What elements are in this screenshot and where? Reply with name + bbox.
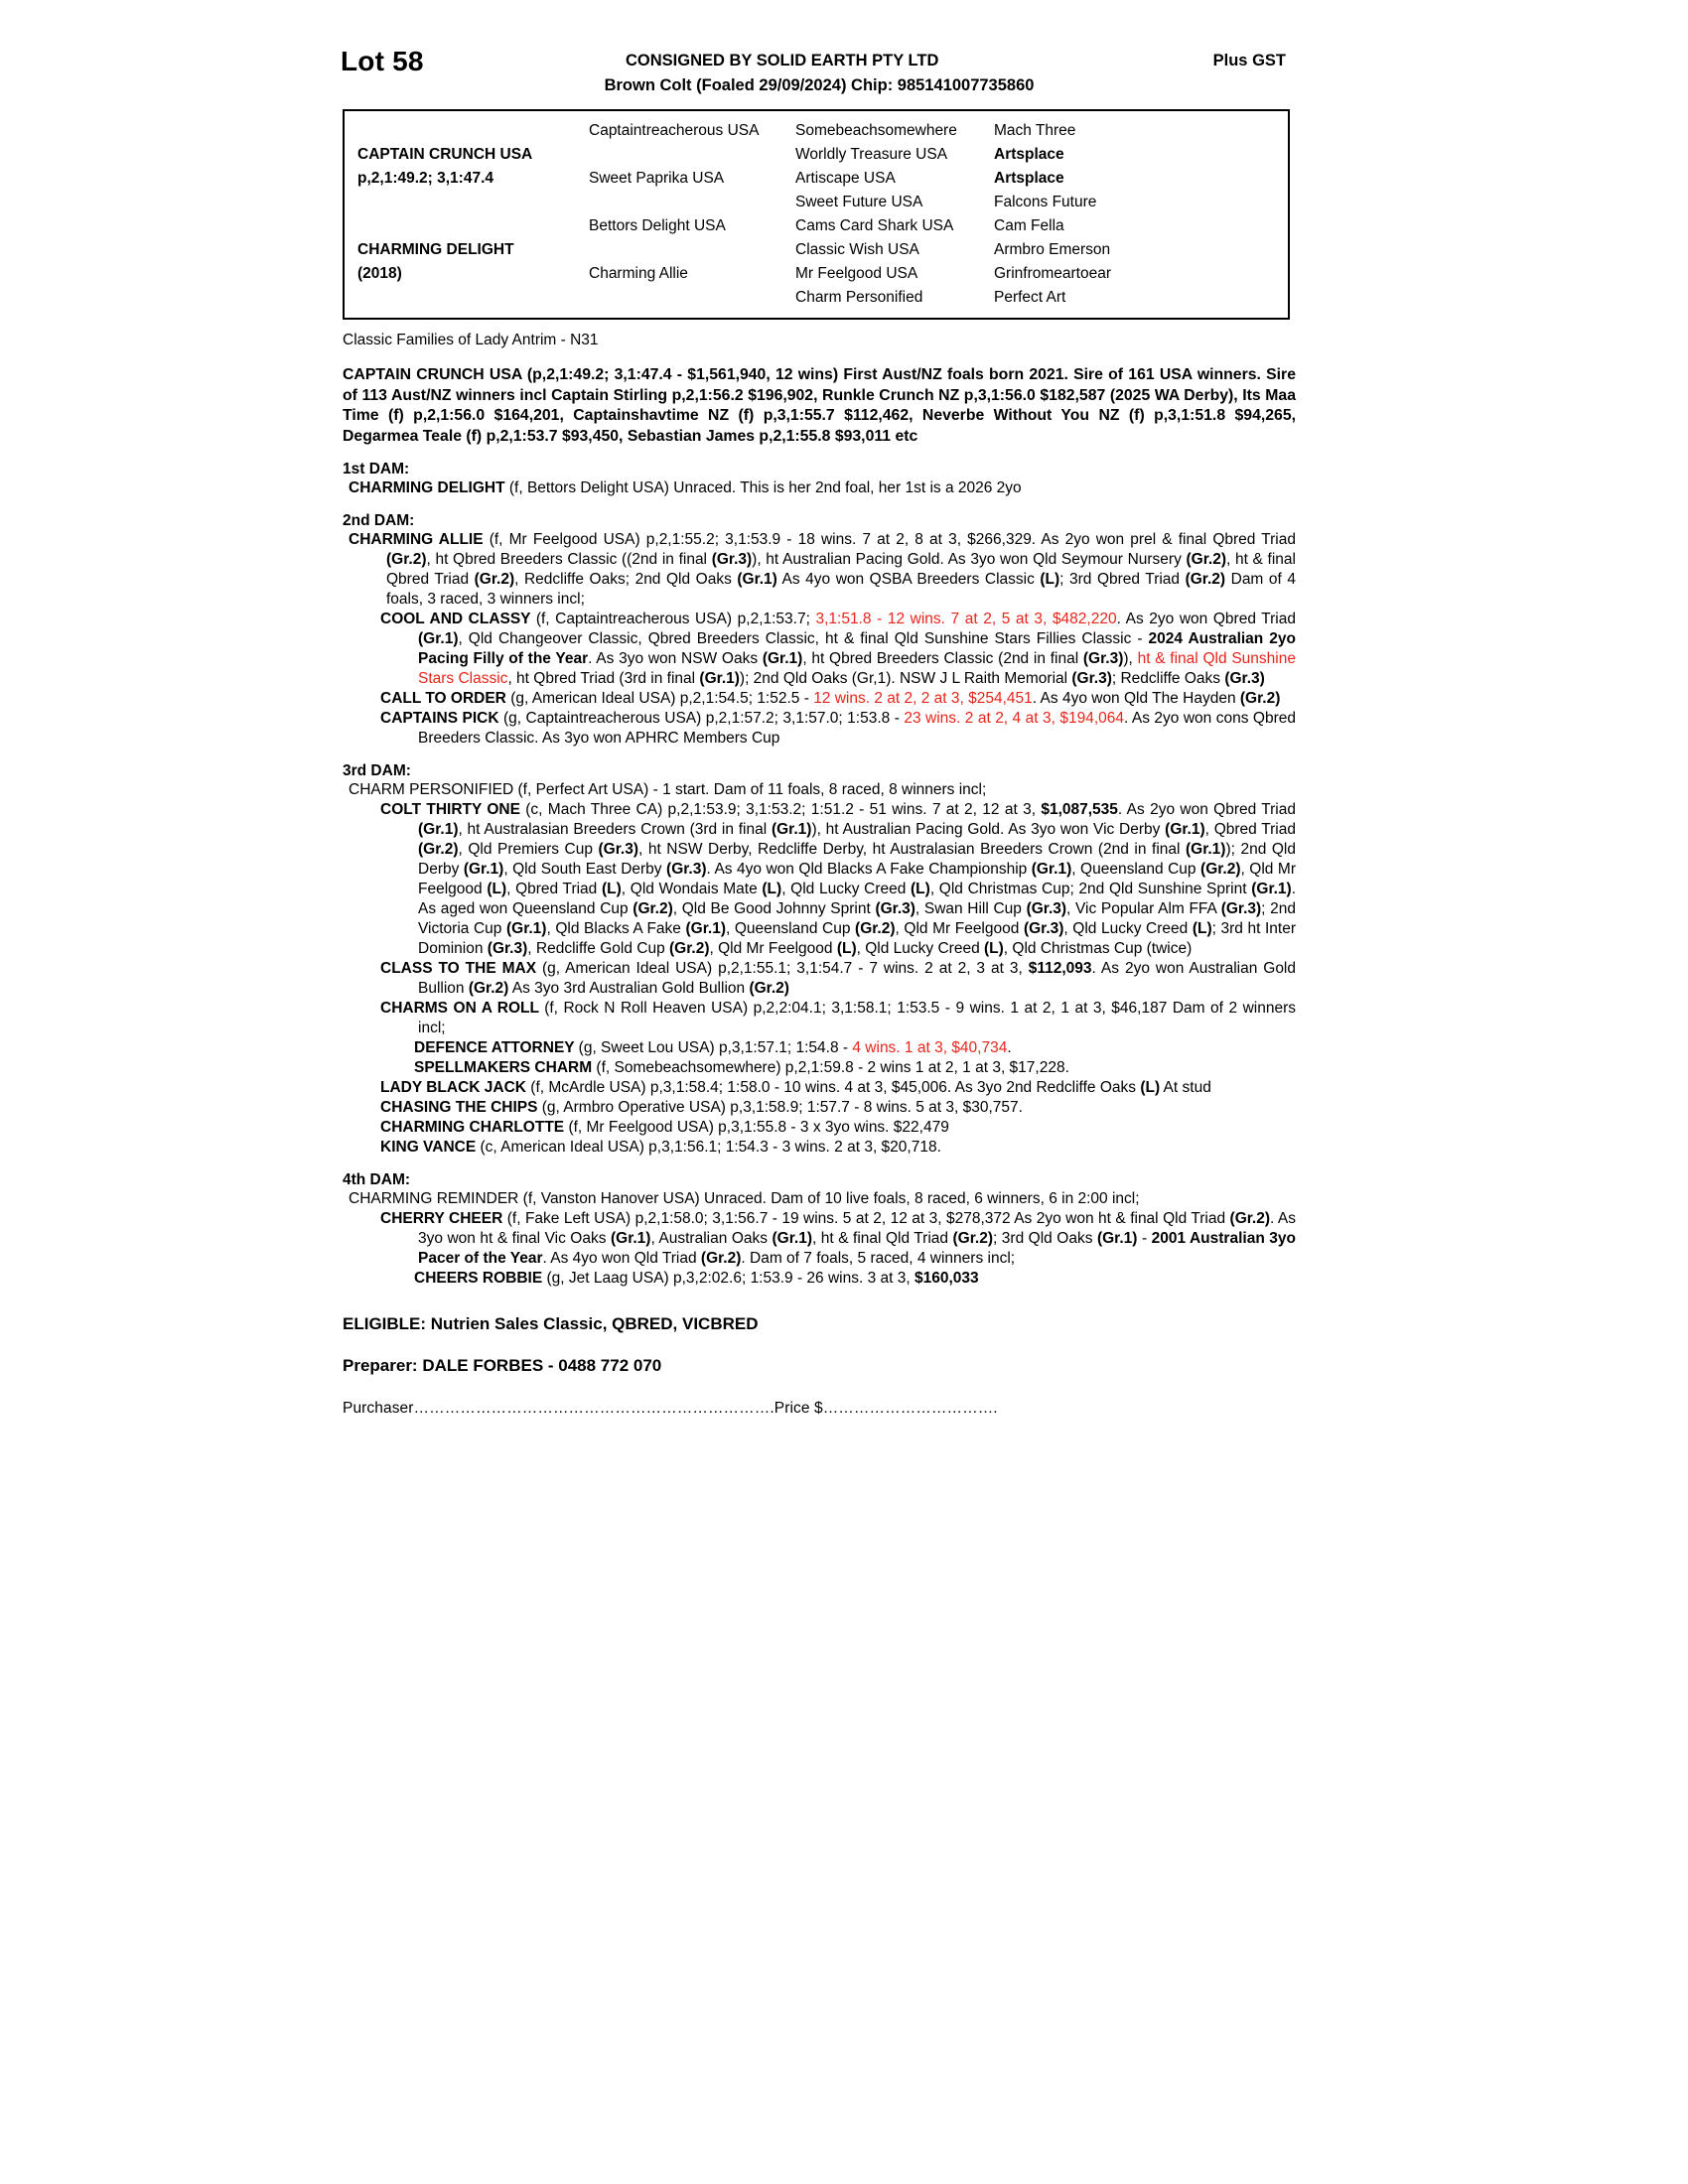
pedigree-gen3-cell: Worldly Treasure USA	[795, 146, 948, 163]
emphasis-text: (Gr.2)	[468, 980, 509, 997]
entry-text: , Qld Christmas Cup; 2nd Qld Sunshine Sprint	[929, 881, 1252, 897]
entry-text: ); 2nd Qld Derby	[418, 841, 1296, 878]
emphasis-text: (Gr.2)	[1229, 1210, 1271, 1227]
entry-text: , ht Qbred Triad (3rd in final	[507, 670, 700, 687]
emphasis-text: (Gr.2)	[700, 1250, 742, 1267]
emphasis-text: (Gr.1)	[505, 920, 547, 937]
pedigree-entry	[343, 800, 1296, 959]
entry-text: As 4yo won QSBA Breeders Classic	[776, 571, 1041, 588]
emphasis-text: (L)	[1140, 1079, 1161, 1096]
gst-note: Plus GST	[1212, 52, 1286, 69]
emphasis-text: (Gr.2)	[669, 940, 710, 957]
entry-text: (f, Mr Feelgood USA) p,3,1:55.8 - 3 x 3yo wins. $22,479	[568, 1119, 949, 1136]
emphasis-text: CHASING THE CHIPS	[380, 1099, 542, 1116]
pedigree-gen2-cell: Charming Allie	[589, 265, 688, 282]
preparer-line: Preparer: DALE FORBES - 0488 772 070	[343, 1356, 662, 1375]
pedigree-entry	[343, 709, 1296, 749]
sire-summary: CAPTAIN CRUNCH USA (p,2,1:49.2; 3,1:47.4 - $1,561,940, 12 wins) First Aust/NZ foals born 2021. Sire of 161 USA winners. Sire of 113 Aust/NZ winners incl Captain Stirling p,2,1:56.2 $196,902, Runkle Crunch NZ p,3,1:56.0 $182,587 (2025 WA Derby), Its Maa Time (f) p,2,1:56.0 $164,201, Captainshavtime NZ (f) p,3,1:55.7 $112,462, Neverbe Without You NZ (f) p,3,1:51.8 $94,265, Degarmea Teale (f) p,2,1:53.7 $93,450, Sebastian James p,2,1:55.8 $93,011 etc	[343, 366, 1296, 445]
entry-text: , Vic Popular Alm FFA	[1066, 900, 1221, 917]
emphasis-text: (L)	[601, 881, 622, 897]
pedigree-gen3-cell: Classic Wish USA	[795, 241, 919, 258]
pedigree-gen1-cell: CAPTAIN CRUNCH USA	[357, 146, 533, 163]
emphasis-text: (Gr.1)	[463, 861, 504, 878]
emphasis-text: (Gr.2)	[1200, 861, 1241, 878]
animal-description: Brown Colt (Foaled 29/09/2024) Chip: 985141007735860	[604, 76, 1035, 94]
entry-text: , Queensland Cup	[725, 920, 856, 937]
entry-text: CHARMING REMINDER (f, Vanston Hanover USA) Unraced. Dam of 10 live foals, 8 raced, 6 winners, 6 in 2:00 incl;	[349, 1190, 1140, 1207]
entry-text: . As 2yo won Australian Gold Bullion	[418, 960, 1296, 997]
pedigree-row	[345, 167, 1288, 191]
entry-text: , Qld Wondais Mate	[621, 881, 763, 897]
entry-text: . As 4yo won Qld Blacks A Fake Championship	[706, 861, 1032, 878]
emphasis-text: CHEERS ROBBIE	[414, 1270, 547, 1287]
pedigree-gen3-cell: Mr Feelgood USA	[795, 265, 918, 282]
emphasis-text: (Gr.2)	[855, 920, 896, 937]
entry-text: . As 3yo won ht & final Vic Oaks	[418, 1210, 1296, 1247]
catalogue-sheet	[343, 46, 1296, 1418]
emphasis-text: (Gr.2)	[1186, 551, 1226, 568]
entry-text: ), ht Australian Pacing Gold. As 3yo won Vic Derby	[811, 821, 1166, 838]
emphasis-text: (Gr.3)	[1082, 650, 1124, 667]
entry-text: . As 2yo won cons Qbred Breeders Classic. As 3yo won APHRC Members Cup	[418, 710, 1296, 747]
emphasis-text: (Gr.1)	[1165, 821, 1205, 838]
highlight-text: 4 wins. 1 at 3, $40,734	[852, 1039, 1008, 1056]
entry-text: , Redcliffe Oaks; 2nd Qld Oaks	[514, 571, 738, 588]
consignor-line: CONSIGNED BY SOLID EARTH PTY LTD	[626, 52, 939, 69]
entry-text: At stud	[1160, 1079, 1211, 1096]
entry-text: , Redcliffe Gold Cup	[527, 940, 669, 957]
emphasis-text: (L)	[984, 940, 1004, 957]
pedigree-gen2-cell	[589, 238, 795, 262]
pedigree-entry	[343, 1078, 1296, 1098]
entry-text: . As 2yo won Qbred Triad	[1117, 801, 1296, 818]
emphasis-text: (L)	[836, 940, 857, 957]
entry-text: , Queensland Cup	[1071, 861, 1201, 878]
entry-text: , ht & final Qbred Triad	[386, 551, 1296, 588]
pedigree-entry	[343, 1058, 1296, 1078]
pedigree-row	[345, 191, 1288, 214]
entry-text: , Swan Hill Cup	[914, 900, 1027, 917]
purchaser-line: Purchaser…………………………………………………………….Price $…………………………….	[343, 1400, 998, 1417]
pedigree-entry	[343, 1118, 1296, 1138]
emphasis-text: (Gr.1)	[610, 1230, 651, 1247]
entry-text: As 3yo 3rd Australian Gold Bullion	[508, 980, 750, 997]
pedigree-gen3-cell: Somebeachsomewhere	[795, 122, 957, 139]
family-line: Classic Families of Lady Antrim - N31	[343, 332, 599, 348]
emphasis-text: (Gr.3)	[1224, 670, 1265, 687]
pedigree-row	[345, 286, 1288, 310]
emphasis-text: (Gr.1)	[1031, 861, 1072, 878]
pedigree-gen4-cell: Perfect Art	[994, 289, 1066, 306]
pedigree-entry	[343, 1189, 1296, 1209]
pedigree-gen4-cell: Armbro Emerson	[994, 241, 1111, 258]
pedigree-entry	[343, 1098, 1296, 1118]
pedigree-gen3-cell: Sweet Future USA	[795, 194, 923, 210]
emphasis-text: (Gr.3)	[1023, 920, 1064, 937]
entry-text: , Qld Mr Feelgood	[418, 861, 1296, 897]
pedigree-entry	[343, 1269, 1296, 1289]
entry-text: ; Redcliffe Oaks	[1111, 670, 1225, 687]
entry-text: .	[1007, 1039, 1012, 1056]
pedigree-gen2-cell	[589, 143, 795, 167]
lot-number: Lot 58	[341, 46, 424, 76]
pedigree-row	[345, 214, 1288, 238]
entry-text: (f, McArdle USA) p,3,1:58.4; 1:58.0 - 10 wins. 4 at 3, $45,006. As 3yo 2nd Redcliffe Oaks	[530, 1079, 1141, 1096]
emphasis-text: (Gr.1)	[762, 650, 803, 667]
emphasis-text: (L)	[1040, 571, 1060, 588]
pedigree-entry	[343, 959, 1296, 999]
pedigree-gen2-cell: Sweet Paprika USA	[589, 170, 725, 187]
dam-heading: 4th DAM:	[343, 1171, 411, 1188]
emphasis-text: (L)	[487, 881, 507, 897]
pedigree-entry	[343, 530, 1296, 610]
emphasis-text: (Gr.1)	[771, 821, 812, 838]
emphasis-text: (Gr.2)	[418, 841, 459, 858]
highlight-text: ht & final Qld Sunshine Stars Classic	[418, 650, 1296, 687]
pedigree-gen2-cell: Bettors Delight USA	[589, 217, 726, 234]
entry-text: , Qbred Triad	[506, 881, 602, 897]
entry-text: , Qbred Triad	[1204, 821, 1296, 838]
entry-text: (f, Somebeachsomewhere) p,2,1:59.8 - 2 wins 1 at 2, 1 at 3, $17,228.	[596, 1059, 1069, 1076]
emphasis-text: (Gr.1)	[418, 821, 459, 838]
entry-text: (g, Jet Laag USA) p,3,2:02.6; 1:53.9 - 26 wins. 3 at 3,	[546, 1270, 914, 1287]
entry-text: (f, Fake Left USA) p,2,1:58.0; 3,1:56.7 - 19 wins. 5 at 2, 12 at 3, $278,372 As 2yo won ht & final Qld Triad	[506, 1210, 1230, 1227]
pedigree-gen1-cell: (2018)	[357, 265, 402, 282]
emphasis-text: CHARMS ON A ROLL	[380, 1000, 545, 1017]
emphasis-text: $160,033	[914, 1270, 979, 1287]
entry-text: (g, Sweet Lou USA) p,3,1:57.1; 1:54.8 -	[578, 1039, 853, 1056]
entry-text: . Dam of 7 foals, 5 raced, 4 winners incl;	[741, 1250, 1016, 1267]
eligible-line: ELIGIBLE: Nutrien Sales Classic, QBRED, VICBRED	[343, 1314, 759, 1333]
entry-text: (c, Mach Three CA) p,2,1:53.9; 3,1:53.2; 1:51.2 - 51 wins. 7 at 2, 12 at 3,	[525, 801, 1042, 818]
emphasis-text: (Gr.1)	[699, 670, 740, 687]
emphasis-text: CAPTAINS PICK	[380, 710, 503, 727]
pedigree-gen1-cell: p,2,1:49.2; 3,1:47.4	[357, 170, 493, 187]
entry-text: , Australian Oaks	[650, 1230, 773, 1247]
entry-text: -	[1137, 1230, 1152, 1247]
entry-text: (f, Bettors Delight USA) Unraced. This is her 2nd foal, her 1st is a 2026 2yo	[508, 479, 1022, 496]
entry-text: ; 3rd Qbred Triad	[1059, 571, 1186, 588]
entry-text: CHARM PERSONIFIED (f, Perfect Art USA) - 1 start. Dam of 11 foals, 8 raced, 8 winners incl;	[349, 781, 987, 798]
pedigree-row	[345, 262, 1288, 286]
pedigree-entry	[343, 1038, 1296, 1058]
entry-text: , Qld Changeover Classic, Qbred Breeders Classic, ht & final Qld Sunshine Stars Fillies Classic -	[458, 630, 1149, 647]
pedigree-gen1-cell: CHARMING DELIGHT	[357, 241, 514, 258]
emphasis-text: (Gr.2)	[749, 980, 789, 997]
pedigree-entry	[343, 478, 1296, 498]
emphasis-text: COOL AND CLASSY	[380, 611, 536, 627]
pedigree-row	[345, 238, 1288, 262]
emphasis-text: (Gr.2)	[1239, 690, 1281, 707]
emphasis-text: $1,087,535	[1041, 801, 1118, 818]
emphasis-text: 2001 Australian 3yo Pacer of the Year	[418, 1230, 1296, 1267]
emphasis-text: CHERRY CHEER	[380, 1210, 507, 1227]
pedigree-entry	[343, 1138, 1296, 1158]
entry-text: . As aged won Queensland Cup	[418, 881, 1297, 917]
pedigree-gen4-cell: Artsplace	[994, 146, 1064, 163]
entry-text: , Qld South East Derby	[503, 861, 667, 878]
emphasis-text: (Gr.1)	[418, 630, 459, 647]
emphasis-text: (Gr.2)	[386, 551, 427, 568]
emphasis-text: SPELLMAKERS CHARM	[414, 1059, 597, 1076]
entry-text: ; 2nd Victoria Cup	[418, 900, 1296, 937]
emphasis-text: (Gr.3)	[1026, 900, 1067, 917]
pedigree-row	[345, 143, 1288, 167]
dam-heading: 1st DAM:	[343, 461, 410, 478]
entry-text: (c, American Ideal USA) p,3,1:56.1; 1:54.3 - 3 wins. 2 at 3, $20,718.	[480, 1139, 941, 1156]
entry-text: . As 4yo won Qld Triad	[542, 1250, 701, 1267]
entry-text: , ht Qbred Breeders Classic ((2nd in final	[426, 551, 712, 568]
emphasis-text: (Gr.3)	[666, 861, 707, 878]
entry-text: (f, Rock N Roll Heaven USA) p,2,2:04.1; 3,1:58.1; 1:53.5 - 9 wins. 1 at 2, 1 at 3, $46,187 Dam of 2 winners incl;	[418, 1000, 1296, 1036]
pedigree-gen4-cell: Cam Fella	[994, 217, 1064, 234]
entry-text: (g, Armbro Operative USA) p,3,1:58.9; 1:57.7 - 8 wins. 5 at 3, $30,757.	[541, 1099, 1023, 1116]
entry-text: , ht Australasian Breeders Crown (3rd in final	[458, 821, 772, 838]
pedigree-gen3-cell: Cams Card Shark USA	[795, 217, 954, 234]
emphasis-text: (Gr.3)	[1071, 670, 1112, 687]
entry-text: ; 3rd ht Inter Dominion	[418, 920, 1297, 957]
entry-text: , Qld Christmas Cup (twice)	[1003, 940, 1193, 957]
entry-text: (f, Mr Feelgood USA) p,2,1:55.2; 3,1:53.9 - 18 wins. 7 at 2, 8 at 3, $266,329. As 2yo won prel & final Qbred Triad	[489, 531, 1296, 548]
pedigree-gen4-cell: Grinfromeartoear	[994, 265, 1112, 282]
emphasis-text: (L)	[762, 881, 782, 897]
emphasis-text: CHARMING CHARLOTTE	[380, 1119, 569, 1136]
entry-text: , Qld Mr Feelgood	[895, 920, 1024, 937]
emphasis-text: (Gr.3)	[875, 900, 915, 917]
dam-heading: 3rd DAM:	[343, 762, 411, 779]
page-header	[343, 46, 1296, 103]
entry-text: , Qld Lucky Creed	[1063, 920, 1193, 937]
emphasis-text: (Gr.3)	[1220, 900, 1262, 917]
pedigree-gen2-cell	[589, 191, 795, 214]
entry-text: , Qld Lucky Creed	[856, 940, 984, 957]
emphasis-text: (L)	[911, 881, 930, 897]
emphasis-text: CHARMING DELIGHT	[349, 479, 509, 496]
entry-text: ),	[1123, 650, 1138, 667]
pedigree-gen2-cell: Captaintreacherous USA	[589, 122, 760, 139]
entry-text: , Qld Premiers Cup	[458, 841, 599, 858]
emphasis-text: CHARMING ALLIE	[349, 531, 490, 548]
entry-text: (f, Captaintreacherous USA) p,2,1:53.7;	[535, 611, 816, 627]
highlight-text: 12 wins. 2 at 2, 2 at 3, $254,451	[813, 690, 1033, 707]
entry-text: ; 3rd Qld Oaks	[993, 1230, 1097, 1247]
emphasis-text: (Gr.1)	[772, 1230, 812, 1247]
pedigree-gen1-cell	[345, 119, 589, 143]
entry-text: , Qld Lucky Creed	[781, 881, 912, 897]
entry-text: , Qld Mr Feelgood	[709, 940, 837, 957]
emphasis-text: LADY BLACK JACK	[380, 1079, 531, 1096]
pedigree-entry	[343, 610, 1296, 689]
emphasis-text: CALL TO ORDER	[380, 690, 511, 707]
emphasis-text: (Gr.2)	[474, 571, 515, 588]
entry-text: (g, Captaintreacherous USA) p,2,1:57.2; 3,1:57.0; 1:53.8 -	[503, 710, 905, 727]
entry-text: ), ht Australian Pacing Gold. As 3yo won Qld Seymour Nursery	[752, 551, 1187, 568]
pedigree-gen2-cell	[589, 286, 795, 310]
emphasis-text: CLASS TO THE MAX	[380, 960, 542, 977]
pedigree-row	[345, 119, 1288, 143]
entry-text: Dam of 4 foals, 3 raced, 3 winners incl;	[386, 571, 1296, 608]
emphasis-text: (Gr.2)	[952, 1230, 993, 1247]
entry-text: . As 2yo won Qbred Triad	[1116, 611, 1296, 627]
pedigree-gen1-cell	[345, 214, 589, 238]
emphasis-text: (Gr.3)	[487, 940, 528, 957]
entry-text: , Qld Blacks A Fake	[546, 920, 686, 937]
emphasis-text: $112,093	[1028, 960, 1092, 977]
entry-text: , ht & final Qld Triad	[811, 1230, 953, 1247]
entry-text: (g, American Ideal USA) p,2,1:54.5; 1:52.5 -	[510, 690, 814, 707]
emphasis-text: 2024 Australian 2yo Pacing Filly of the Year	[418, 630, 1297, 667]
entry-text: , ht Qbred Breeders Classic (2nd in final	[802, 650, 1083, 667]
emphasis-text: DEFENCE ATTORNEY	[414, 1039, 579, 1056]
entry-text: ); 2nd Qld Oaks (Gr,1). NSW J L Raith Memorial	[739, 670, 1072, 687]
entry-text: . As 4yo won Qld The Hayden	[1032, 690, 1240, 707]
emphasis-text: KING VANCE	[380, 1139, 481, 1156]
emphasis-text: (L)	[1192, 920, 1212, 937]
pedigree-gen4-cell: Artsplace	[994, 170, 1064, 187]
emphasis-text: (Gr.1)	[1096, 1230, 1138, 1247]
emphasis-text: (Gr.1)	[685, 920, 726, 937]
pedigree-gen1-cell	[345, 286, 589, 310]
emphasis-text: (Gr.2)	[1185, 571, 1226, 588]
entry-text: (g, American Ideal USA) p,2,1:55.1; 3,1:54.7 - 7 wins. 2 at 2, 3 at 3,	[541, 960, 1029, 977]
entry-text: , Qld Be Good Johnny Sprint	[672, 900, 876, 917]
dam-heading: 2nd DAM:	[343, 512, 415, 529]
pedigree-entry	[343, 1209, 1296, 1269]
entry-text: . As 3yo won NSW Oaks	[588, 650, 763, 667]
pedigree-gen3-cell: Artiscape USA	[795, 170, 896, 187]
pedigree-entry	[343, 780, 1296, 800]
highlight-text: 3,1:51.8 - 12 wins. 7 at 2, 5 at 3, $482,220	[815, 611, 1117, 627]
pedigree-gen1-cell	[345, 191, 589, 214]
pedigree-table	[343, 109, 1290, 320]
pedigree-gen3-cell: Charm Personified	[795, 289, 923, 306]
emphasis-text: (Gr.1)	[737, 571, 777, 588]
entry-text: , ht NSW Derby, Redcliffe Derby, ht Australasian Breeders Crown (2nd in final	[638, 841, 1186, 858]
pedigree-gen4-cell: Mach Three	[994, 122, 1076, 139]
emphasis-text: (Gr.1)	[1251, 881, 1292, 897]
pedigree-entry	[343, 999, 1296, 1038]
emphasis-text: (Gr.1)	[1185, 841, 1226, 858]
dam-sections	[343, 461, 1296, 1289]
pedigree-entry	[343, 689, 1296, 709]
pedigree-gen4-cell: Falcons Future	[994, 194, 1097, 210]
emphasis-text: (Gr.3)	[598, 841, 638, 858]
highlight-text: 23 wins. 2 at 2, 4 at 3, $194,064	[904, 710, 1124, 727]
emphasis-text: COLT THIRTY ONE	[380, 801, 526, 818]
emphasis-text: (Gr.2)	[633, 900, 673, 917]
emphasis-text: (Gr.3)	[711, 551, 753, 568]
